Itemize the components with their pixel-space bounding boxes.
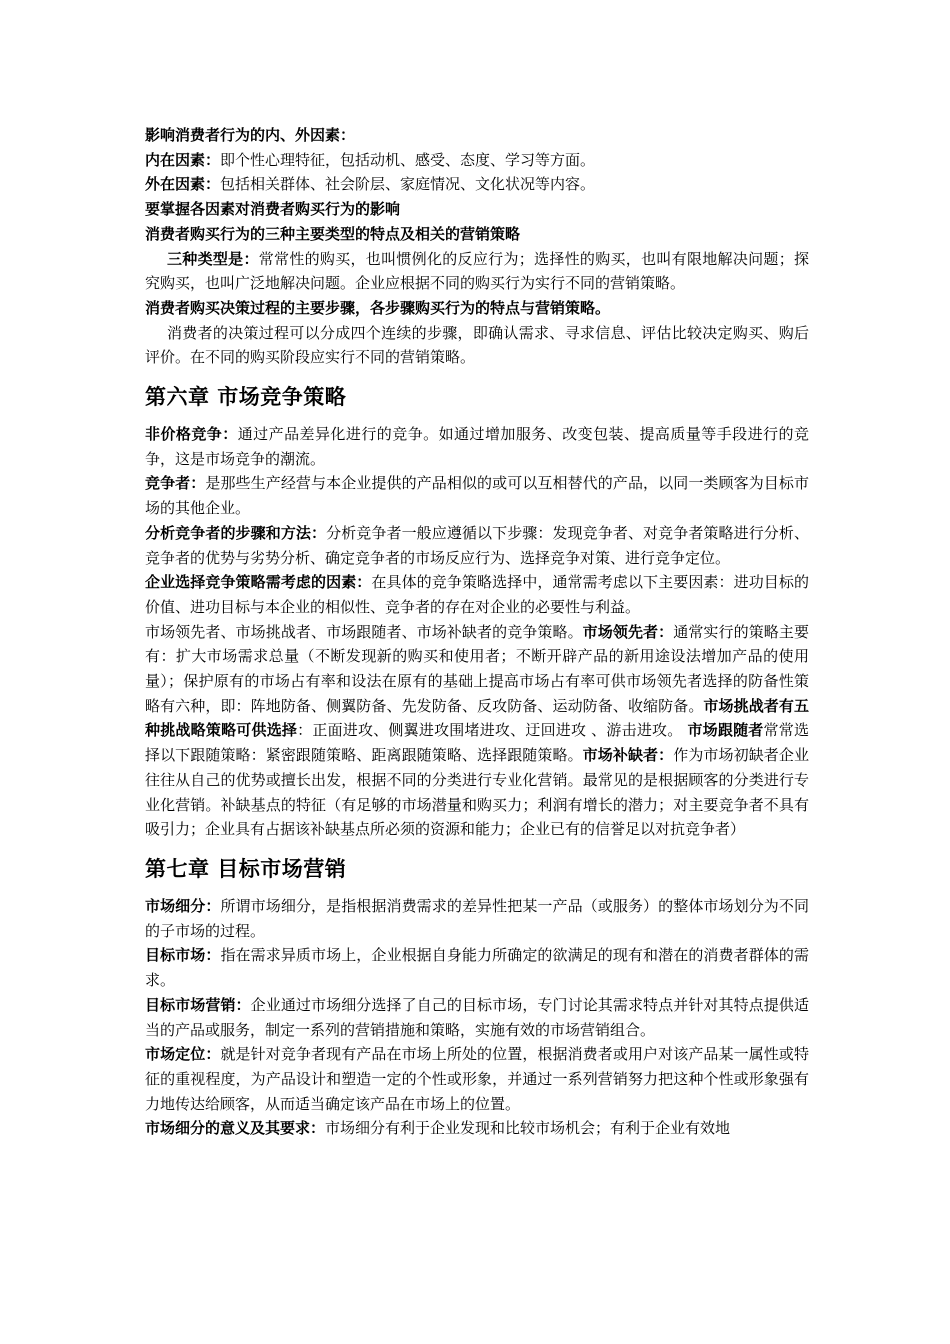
term-text: 即个性心理特征，包括动机、感受、态度、学习等方面。 — [220, 150, 596, 169]
term-text: ：正面进攻、侧翼进攻围堵进攻、迂回进攻 、游击进攻。 — [297, 721, 688, 740]
section-heading: 消费者购买决策过程的主要步骤，各步骤购买行为的特点与营销策略。 — [145, 298, 611, 317]
section-heading: 要掌握各因素对消费者购买行为的影响 — [145, 200, 401, 219]
term-label: 非价格竞争： — [145, 425, 238, 444]
term-text: 市场领先者、市场挑战者、市场跟随者、市场补缺者的竞争策略。 — [145, 622, 583, 641]
term-text: 包括相关群体、社会阶层、家庭情况、文化状况等内容。 — [220, 175, 596, 194]
chapter-title: 第七章 目标市场营销 — [145, 855, 347, 881]
paragraph — [145, 993, 809, 1042]
term-label: 外在因素： — [145, 175, 221, 194]
term-label: 内在因素： — [145, 150, 221, 169]
paragraph — [145, 570, 809, 619]
term-text: 通常实行的策略主要有：扩大市场需求总量（不断发现新的购买和使用者；不断开辟产品的新用途设法增加产品的使用量）；保护原有的市场占有率和设法在原有的基础上提高市场占有率可供市场领先者选择的防备性策略有六种，即：阵地防备、侧翼防备、先发防备、反攻防备、运动防备、收缩防备。 — [145, 622, 809, 715]
term-text: 就是针对竞争者现有产品在市场上所处的位置，根据消费者或用户对该产品某一属性或特征的重视程度，为产品设计和塑造一定的个性或形象，并通过一系列营销努力把这种个性或形象强有力地传达给顾客，从而适当确定该产品在市场上的位置。 — [145, 1045, 809, 1113]
term-text: 在具体的竞争策略选择中，通常需考虑以下主要因素：进功目标的价值、进功目标与本企业的相似性、竞争者的存在对企业的必要性与利益。 — [145, 573, 809, 616]
term-text: 是那些生产经营与本企业提供的产品相似的或可以互相替代的产品，以同一类顾客为目标市场的其他企业。 — [145, 474, 809, 518]
paragraph — [145, 894, 809, 943]
term-text: 通过产品差异化进行的竞争。如通过增加服务、改变包装、提高质量等手段进行的竞争，这是市场竞争的潮流。 — [145, 425, 809, 468]
term-label: 市场领先者： — [582, 622, 674, 641]
term-text: 企业通过市场细分选择了自己的目标市场，专门讨论其需求特点并针对其特点提供适当的产品或服务，制定一系列的营销措施和策略，实施有效的市场营销组合。 — [145, 995, 809, 1039]
term-label: 市场定位： — [145, 1045, 221, 1064]
paragraph — [145, 148, 809, 173]
paragraph — [145, 943, 809, 992]
paragraph — [145, 1042, 809, 1116]
paragraph — [145, 620, 809, 842]
paragraph — [145, 172, 809, 197]
term-label: 市场补缺者： — [582, 746, 674, 765]
term-text: 常常选择以下跟随策略：紧密跟随策略、距离跟随策略、选择跟随策略。 — [145, 721, 809, 765]
paragraph — [145, 247, 809, 296]
term-label: 市场细分： — [145, 896, 221, 915]
term-label: 市场跟随者 — [687, 721, 764, 740]
term-label: 目标市场营销： — [145, 995, 251, 1014]
paragraph — [145, 471, 809, 520]
term-label: 企业选择竞争策略需考虑的因素： — [145, 573, 372, 592]
paragraph — [145, 422, 809, 471]
term-text: 所谓市场细分，是指根据消费需求的差异性把某一产品（或服务）的整体市场划分为不同的子市场的过程。 — [145, 896, 809, 940]
document-page — [145, 123, 809, 1141]
section-heading: 消费者购买行为的三种主要类型的特点及相关的营销策略 — [145, 224, 521, 243]
section-heading: 影响消费者行为的内、外因素： — [145, 126, 356, 144]
term-text: 常常性的购买，也叫惯例化的反应行为；选择性的购买，也叫有限地解决问题；探究购买，也叫广泛地解决问题。企业应根据不同的购买行为实行不同的营销策略。 — [145, 249, 809, 293]
term-label: 市场细分的意义及其要求： — [145, 1119, 326, 1138]
term-label: 三种类型是： — [167, 249, 259, 268]
term-label: 分析竞争者的步骤和方法： — [145, 523, 327, 542]
term-text: 作为市场初缺者企业往往从自己的优势或擅长出发，根据不同的分类进行专业化营销。最常见的是根据顾客的分类进行专业化营销。补缺基点的特征（有足够的市场潜量和购买力；利润有增长的潜力；对主要竞争者不具有吸引力；企业具有占据该补缺基点所必须的资源和能力；企业已有的信誉足以对抗竞争者） — [145, 746, 809, 839]
paragraph: 消费者的决策过程可以分成四个连续的步骤，即确认需求、寻求信息、评估比较决定购买、购后评价。在不同的购买阶段应实行不同的营销策略。 — [145, 323, 809, 367]
term-label: 竞争者： — [145, 474, 206, 493]
chapter-title: 第六章 市场竞争策略 — [145, 384, 347, 410]
paragraph — [145, 521, 809, 570]
term-text: 指在需求异质市场上，企业根据自身能力所确定的欲满足的现有和潜在的消费者群体的需求。 — [145, 946, 809, 990]
term-label: 目标市场： — [145, 946, 221, 965]
term-label: 市场挑战者有五种挑战略策略可供选择 — [145, 696, 809, 740]
paragraph — [145, 1116, 809, 1141]
term-text: 分析竞争者一般应遵循以下步骤：发现竞争者、对竞争者策略进行分析、竞争者的优势与劣势分析、确定竞争者的市场反应行为、选择竞争对策、进行竞争定位。 — [145, 523, 809, 567]
term-text: 市场细分有利于企业发现和比较市场机会；有利于企业有效地 — [325, 1119, 731, 1138]
